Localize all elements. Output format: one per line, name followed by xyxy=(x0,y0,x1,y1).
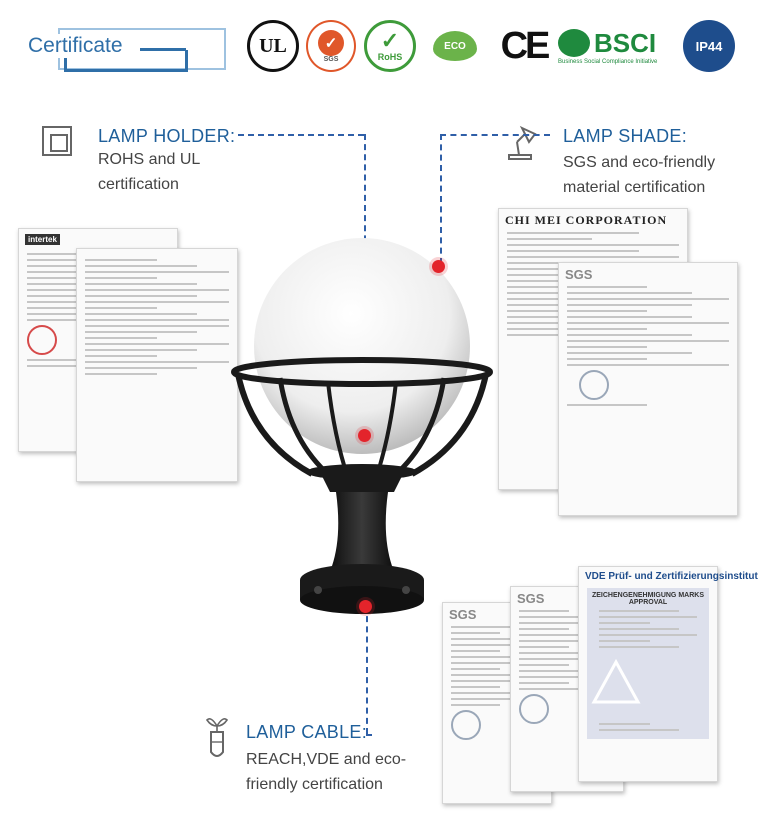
shade-heading: LAMP SHADE: xyxy=(563,126,688,146)
bsci-globe-icon xyxy=(558,29,590,57)
cable-heading: LAMP CABLE: xyxy=(246,722,368,742)
holder-line2: certification xyxy=(98,176,179,193)
shade-leader-h xyxy=(440,134,550,136)
cable-leader-h xyxy=(366,734,372,736)
desk-lamp-icon xyxy=(505,124,539,160)
sgs-cable-document-2: SGS xyxy=(510,586,624,792)
ip44-logo: IP44 xyxy=(683,20,735,72)
cable-marker xyxy=(359,600,372,613)
ul-logo: UL xyxy=(247,20,299,72)
shade-marker xyxy=(432,260,445,273)
sgs-shade-document: SGS xyxy=(558,262,738,516)
intertek-document: intertek xyxy=(18,228,178,452)
vde-approval-card: ZEICHENGENEHMIGUNG MARKS APPROVAL xyxy=(587,588,709,739)
vde-triangle-icon xyxy=(591,658,641,708)
rohs-logo: ✓ RoHS xyxy=(364,20,416,72)
holder-leader-h xyxy=(238,134,364,136)
holder-marker xyxy=(358,429,371,442)
cable-line1: REACH,VDE and eco- xyxy=(246,751,407,768)
holder-line1: ROHS and UL xyxy=(98,151,201,168)
shade-line1: SGS and eco-friendly xyxy=(563,154,716,171)
ul-document xyxy=(76,248,238,482)
ce-logo: CE xyxy=(500,24,548,67)
chip-icon xyxy=(42,126,72,156)
bsci-logo: BSCI Business Social Compliance Initiative xyxy=(558,27,658,65)
cable-line2: friendly certification xyxy=(246,776,383,793)
eco-leaf-icon: ECO xyxy=(433,31,477,61)
iso-logo: ✓ SGS xyxy=(306,20,356,72)
test-tube-plant-icon xyxy=(205,712,229,760)
sgs-cable-document-1: SGS xyxy=(442,602,552,804)
iso-check-icon: ✓ xyxy=(318,30,344,56)
rohs-check-icon: ✓ xyxy=(380,28,400,53)
chimei-document: CHI MEI CORPORATION xyxy=(498,208,688,490)
holder-heading: LAMP HOLDER: xyxy=(98,126,236,146)
cable-leader-v xyxy=(366,606,368,734)
certificate-underline xyxy=(140,48,186,51)
post-lamp xyxy=(232,236,494,620)
shade-line2: material certification xyxy=(563,179,706,196)
vde-document: VDE Prüf- und Zertifizierungsinstitut ZEICHENGENEHMIGUNG MARKS APPROVAL xyxy=(578,566,718,782)
eco-logo xyxy=(418,20,492,72)
certificate-title: Certificate xyxy=(28,34,127,58)
